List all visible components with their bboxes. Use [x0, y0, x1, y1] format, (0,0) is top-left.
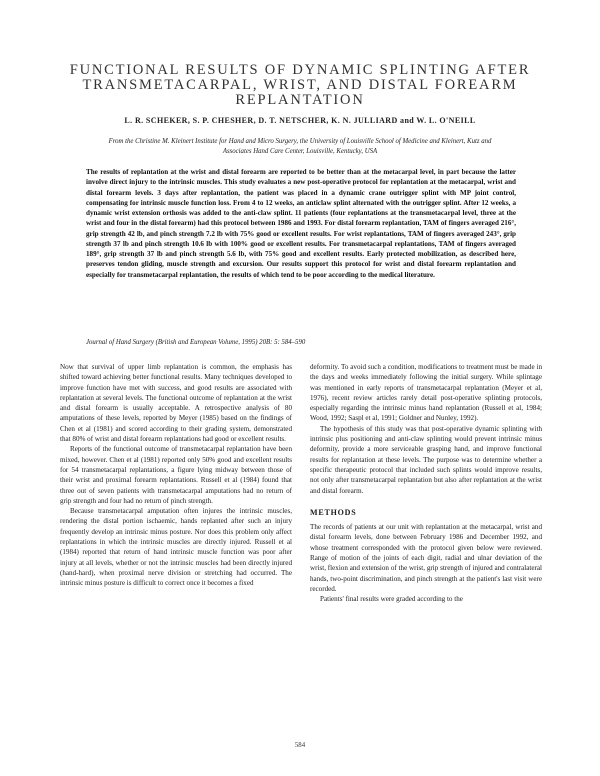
- paragraph: The records of patients at our unit with replantation at the metacarpal, wrist and distal forearm levels, done between February 1986 and December 1992, and whose treatment corresponded with the protocol given below were reviewed. Range of motion of the joints of each digit, radial and ulnar deviation of the wrist, flexion and extension of the wrist, grip strength of injured and contralateral hands, two-point discrimination, and pinch strength at the patient's last visit were recorded.: [310, 523, 542, 593]
- section-heading-methods: METHODS: [310, 507, 357, 517]
- article-affiliation: From the Christine M. Kleinert Institute for Hand and Micro Surgery, the University of Louisville School of Medicine and Kleinert, Kutz and Associates Hand Care Center, Louisville, Kentucky, USA: [108, 138, 492, 155]
- paragraph: Reports of the functional outcome of transmetacarpal replantation have been mixed, however. Chen et al (1981) reported only 50% good and excellent results for 54 transmetacarpal replantations, a figure lying midway between those of their wrist and proximal forearm replantations. Russell et al (1984) found that three out of seven patients with transmetacarpal amputations had no return of grip strength and four had no return of pinch strength.: [60, 445, 292, 505]
- paragraph: The hypothesis of this study was that post-operative dynamic splinting with intrinsic plus positioning and anti-claw splinting would prevent intrinsic minus deformity, provide a more serviceable grasping hand, and improve functional results for replantation at these levels. The purpose was to determine whether a specific therapeutic protocol that included such splints would improve results, not only after transmetacarpal replantation but also after replantation at the wrist and distal forearm.: [310, 424, 542, 495]
- article-abstract: The results of replantation at the wrist and distal forearm are reported to be better than at the metacarpal level, in part because the latter involve direct injury to the intrinsic muscles. This study evaluates a new post-operative protocol for replantation at the metacarpal, wrist and distal forearm levels. 3 days after replantation, the patient was placed in a dynamic crane outrigger splint with MP joint control, compensating for intrinsic muscle function loss. From 4 to 12 weeks, an anticlaw splint alternated with the outrigger splint. After 12 weeks, a dynamic wrist extension orthosis was added to the anti-claw splint. 11 patients (four replantations at the transmetacarpal level, three at the wrist and four in the distal forearm) had this protocol between 1986 and 1993. For distal forearm replantation, TAM of fingers averaged 216°, grip strength 42 lb, and pinch strength 7.2 lb with 75% good or excellent results. For wrist replantations, TAM of fingers averaged 243°, grip strength 37 lb and pinch strength 10.6 lb with 100% good or excellent results. For transmetacarpal replantations, TAM of fingers averaged 189°, grip strength 37 lb and pinch strength 5.6 lb, with 75% good and excellent results. Early protected mobilization, as described here, preserves tendon gliding, muscle strength and excursion. Our results support this protocol for wrist and distal forearm replantation and especially for transmetacarpal replantation, the results of which tend to be poor according to the medical literature.: [86, 168, 516, 279]
- journal-citation: Journal of Hand Surgery (British and European Volume, 1995) 20B: 5: 584–590: [86, 339, 306, 346]
- article-authors: L. R. SCHEKER, S. P. CHESHER, D. T. NETSCHER, K. N. JULLIARD and W. L. O'NEILL: [124, 116, 476, 125]
- body-column-left: [60, 362, 292, 589]
- paragraph: Now that survival of upper limb replantation is common, the emphasis has shifted toward achieving better functional results. Many techniques developed to improve function have met with success, and good results are associated with replantation at several levels. The functional outcome of replantation at the wrist and distal forearm is usually acceptable. A retrospective analysis of 80 amputations of these levels, reported by Meyer (1985) based on the findings of Chen et al (1981) and scored according to their grading system, demonstrated that 80% of wrist and distal forearm replantations had good or excellent results.: [60, 363, 292, 444]
- paragraph: Because transmetacarpal amputation often injures the intrinsic muscles, rendering the distal portion ischaemic, hands replanted after such an injury frequently develop an intrinsic minus posture. Nor does this problem only affect replantations in which the intrinsic muscles are directly injured. Russell et al (1984) reported that return of hand intrinsic muscle function was poor after injury at all levels, whether or not the intrinsic muscles had been directly injured (hand-hard), when proximal nerve division or stretching had occurred. The intrinsic minus posture is difficult to correct once it becomes a fixed: [60, 507, 292, 588]
- paragraph: Patients' final results were graded according to the: [320, 595, 463, 604]
- page-number: 584: [294, 742, 306, 749]
- paragraph: deformity. To avoid such a condition, modifications to treatment must be made in the days and weeks immediately following the initial surgery. While splintage was mentioned in early reports of transmetacarpal replantation (Meyer et al, 1976), recent review articles rarely detail post-operative splinting protocols, especially regarding the intrinsic minus hand replantation (Russell et al, 1984; Wood, 1992; Saspl et al, 1991; Goldner and Nunley, 1992).: [310, 363, 542, 423]
- body-column-right: [310, 362, 542, 605]
- article-title: FUNCTIONAL RESULTS OF DYNAMIC SPLINTING AFTER TRANSMETACARPAL, WRIST, AND DISTAL FOREARM REPLANTATION: [69, 62, 531, 108]
